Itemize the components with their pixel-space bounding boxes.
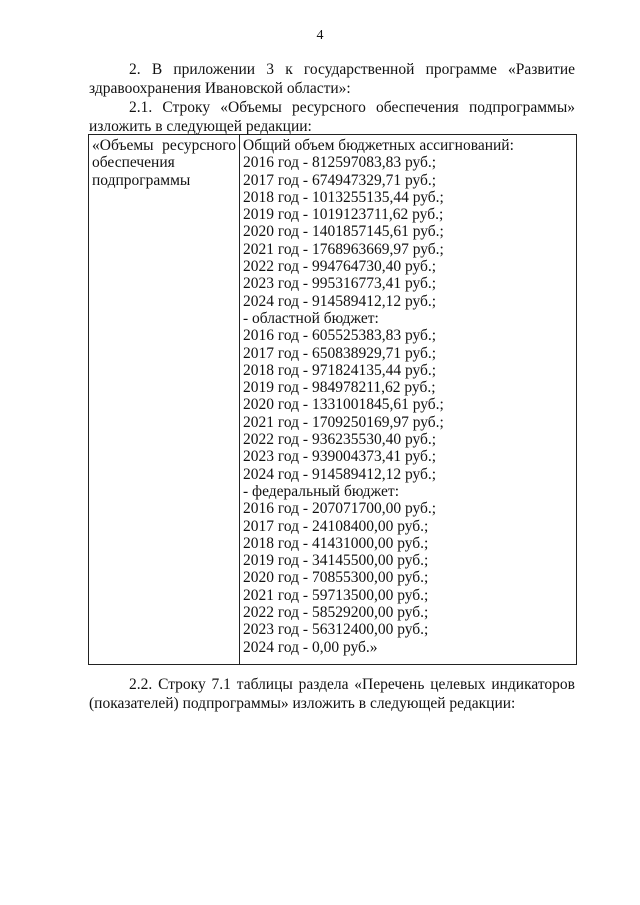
table-value-line: 2021 год - 1768963669,97 руб.; [243, 240, 444, 258]
table-value-line: 2020 год - 1401857145,61 руб.; [243, 223, 444, 241]
page-number: 4 [316, 28, 324, 43]
table-value-line: 2017 год - 674947329,71 руб.; [243, 171, 437, 189]
table-value-line: 2022 год - 936235530,40 руб.; [243, 431, 437, 449]
table-value-line: 2021 год - 59713500,00 руб.; [243, 586, 429, 604]
table-value-line: 2019 год - 984978211,62 руб.; [243, 379, 436, 397]
values-lines [243, 137, 573, 656]
table-value-line: 2017 год - 24108400,00 руб.; [243, 517, 429, 535]
paragraph-text: 2. В приложении 3 к государственной программе «Развитие здравоохранения Ивановской области»: [89, 61, 575, 97]
table-value-line: 2019 год - 1019123711,62 руб.; [243, 206, 444, 224]
table-value-line: 2018 год - 1013255135,44 руб.; [243, 188, 444, 206]
table-value-line: 2022 год - 58529200,00 руб.; [243, 604, 429, 622]
table-value-line: 2016 год - 207071700,00 руб.; [243, 500, 437, 518]
table-value-line: 2018 год - 971824135,44 руб.; [243, 361, 437, 379]
paragraph-appendix-3 [89, 60, 575, 98]
paragraph-text: 2.2. Строку 7.1 таблицы раздела «Перечень целевых индикаторов (показателей) подпрограммы» изложить в следующей редакции: [89, 676, 575, 712]
table-value-line: 2016 год - 605525383,83 руб.; [243, 327, 437, 345]
resource-table [88, 134, 577, 665]
table-value-line: 2023 год - 56312400,00 руб.; [243, 621, 429, 639]
table-row [89, 135, 577, 665]
paragraph-2-2 [89, 675, 575, 713]
table-value-line: 2018 год - 41431000,00 руб.; [243, 534, 429, 552]
table-value-line: Общий объем бюджетных ассигнований: [243, 137, 514, 154]
table-value-line: 2024 год - 914589412,12 руб.; [243, 465, 437, 483]
table-value-line: - федеральный бюджет: [243, 482, 399, 500]
table-value-line: 2020 год - 70855300,00 руб.; [243, 569, 429, 587]
table-value-line: 2021 год - 1709250169,97 руб.; [243, 413, 444, 431]
table-value-line: 2019 год - 34145500,00 руб.; [243, 552, 429, 570]
table-value-line: 2022 год - 994764730,40 руб.; [243, 258, 437, 276]
table-value-line: 2023 год - 939004373,41 руб.; [243, 448, 437, 466]
table-values-cell [240, 135, 577, 665]
paragraph-text: 2.1. Строку «Объемы ресурсного обеспечения подпрограммы» изложить в следующей редакции: [89, 99, 575, 135]
table-value-line: 2020 год - 1331001845,61 руб.; [243, 396, 444, 414]
table-value-line: - областной бюджет: [243, 309, 379, 327]
paragraph-2-1 [89, 98, 575, 136]
table-value-line: 2023 год - 995316773,41 руб.; [243, 275, 437, 293]
table-value-line: 2016 год - 812597083,83 руб.; [243, 154, 437, 172]
table-label-cell: «Объемы ресурсного обеспечения подпрограммы [89, 135, 240, 665]
table-value-line: 2024 год - 914589412,12 руб.; [243, 292, 437, 310]
table-value-line: 2017 год - 650838929,71 руб.; [243, 344, 437, 362]
table-value-line: 2024 год - 0,00 руб.» [243, 638, 378, 656]
